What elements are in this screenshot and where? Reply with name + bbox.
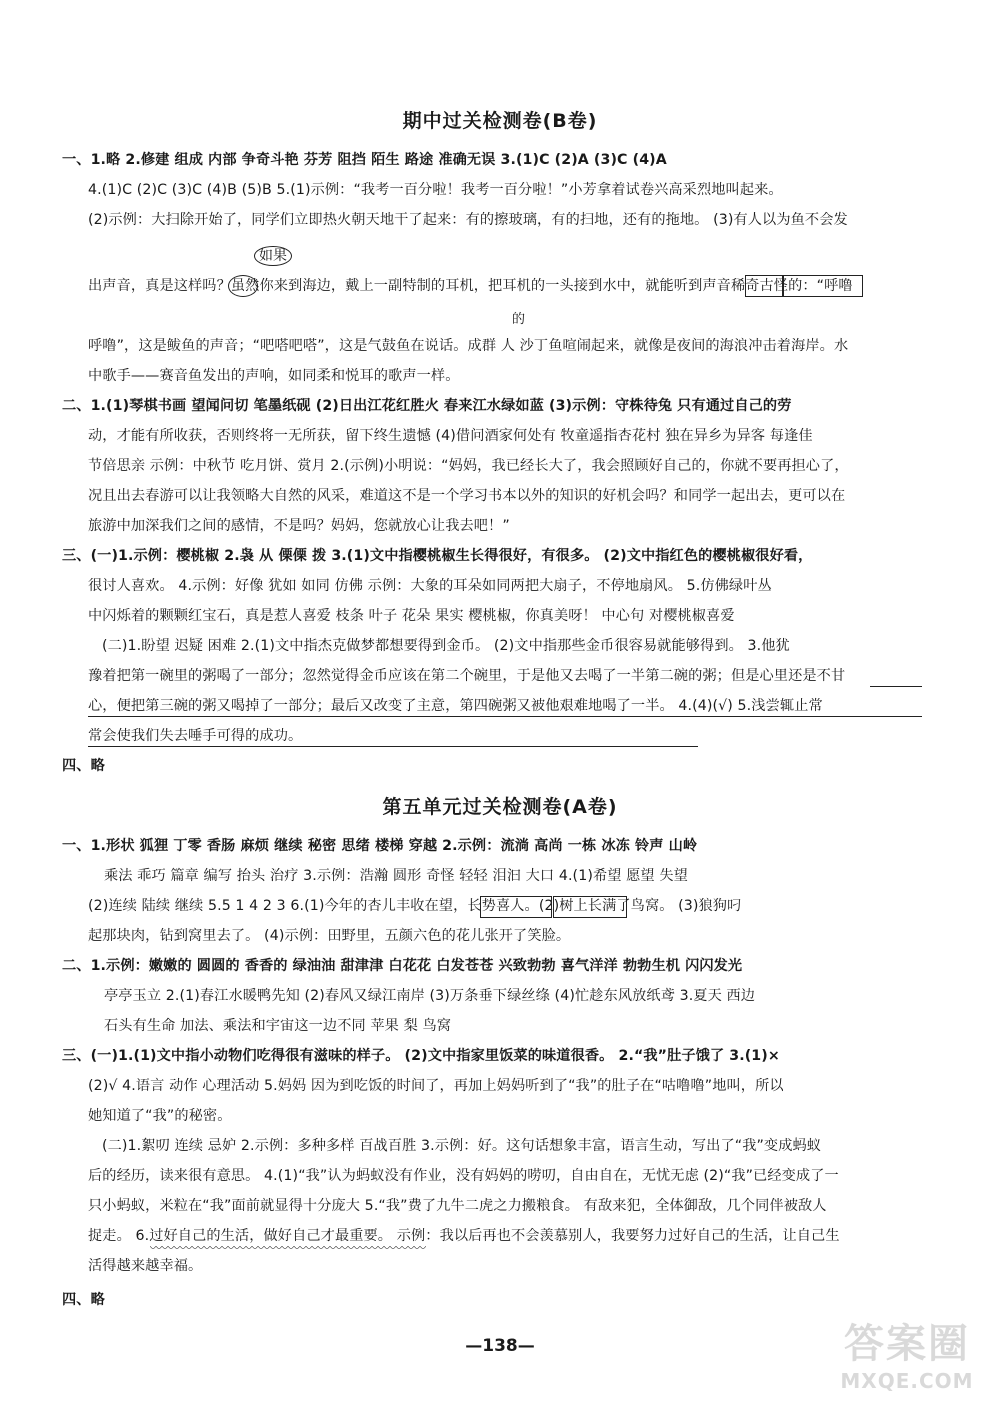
s1-line-8: 动，才能有所收获，否则终将一无所获，留下终生遗憾 (4)借问酒家何处有 牧童遥指杏花村 独在异乡为异客 每逢佳	[88, 428, 813, 444]
s1-line-10: 况且出去春游可以让我领略大自然的风采，难道这不是一个学习书本以外的知识的好机会吗？和同学一起出去，更可以在	[88, 488, 846, 504]
annotation-box-zhangshi	[553, 896, 627, 918]
underline-s1-a	[870, 686, 922, 687]
watermark-logo	[832, 1312, 982, 1398]
s2-line-16: 四、略	[62, 1292, 105, 1308]
annotation-de: 的	[512, 312, 526, 327]
wavy-underline-s2	[150, 1246, 426, 1251]
s2-line-11: (二)1.絮叨 连续 忌妒 2.示例：多种多样 百战百胜 3.示例：好。这句话想象丰富，语言生动，写出了“我”变成蚂蚁	[102, 1138, 822, 1154]
s2-line-3: (2)连续 陆续 继续 5.5 1 4 2 3 6.(1)今年的杏儿丰收在望，长势喜人。(2)树上长满了鸟窝。 (3)狼狗叼	[88, 898, 742, 914]
s2-line-2: 乘法 乖巧 篇章 编写 抬头 治疗 3.示例：浩瀚 圆形 奇怪 轻轻 泪汩 大口 4.(1)希望 愿望 失望	[104, 868, 688, 884]
s1-line-16: 豫着把第一碗里的粥喝了一部分；忽然觉得金币应该在第二个碗里，于是他又去喝了一半第二碗的粥；但是心里还是不甘	[88, 668, 846, 684]
s1-line-2: 4.(1)C (2)C (3)C (4)B (5)B 5.(1)示例：“我考一百分啦！我考一百分啦！”小芳拿着试卷兴高采烈地叫起来。	[88, 182, 783, 198]
s1-line-6: 中歌手——赛音鱼发出的声响，如同柔和悦耳的歌声一样。	[88, 368, 460, 384]
underline-s1-b	[88, 716, 922, 717]
annotation-box-shengyin	[745, 275, 783, 297]
title-midterm-b: 期中过关检测卷(B卷)	[402, 110, 598, 132]
annotation-box-fengshou	[480, 896, 552, 918]
s1-line-1: 一、1.略 2.修建 组成 内部 争奇斗艳 芬芳 阻挡 陌生 路途 准确无误 3.(1)C (2)A (3)C (4)A	[62, 152, 667, 168]
annotation-circle-suiran	[228, 275, 258, 297]
annotation-box-xiqiguguai	[783, 275, 863, 297]
underline-s1-c	[88, 746, 698, 747]
s1-line-14: 中闪烁着的颗颗红宝石，真是惹人喜爱 枝条 叶子 花朵 果实 樱桃椒，你真美呀！ 中心句 对樱桃椒喜爱	[88, 608, 735, 624]
s2-line-15: 活得越来越幸福。	[88, 1258, 203, 1274]
s1-line-17: 心，便把第三碗的粥又喝掉了一部分；最后又改变了主意，第四碗粥又被他艰难地喝了一半。 4.(4)(√) 5.浅尝辄止常	[88, 698, 823, 714]
s1-line-3: (2)示例：大扫除开始了，同学们立即热火朝天地干了起来：有的擦玻璃，有的扫地，还有的拖地。 (3)有人以为鱼不会发	[88, 212, 848, 228]
s1-line-12: 三、(一)1.示例：樱桃椒 2.袅 从 傈傈 拨 3.(1)文中指樱桃椒生长得很好，有很多。 (2)文中指红色的樱桃椒很好看，	[62, 548, 813, 564]
watermark-bottom: MXQE.COM	[840, 1369, 974, 1393]
watermark-top: 答案圈	[844, 1320, 970, 1367]
s1-line-11: 旅游中加深我们之间的感情，不是吗？妈妈，您就放心让我去吧！”	[88, 518, 510, 534]
s2-line-14: 捉走。 6.过好自己的生活，做好自己才最重要。 示例：我以后再也不会羡慕别人，我要努力过好自己的生活，让自己生	[88, 1228, 840, 1244]
s1-line-4: 出声音，真是这样吗？虽然你来到海边，戴上一副特制的耳机，把耳机的一头接到水中，就能听到声音稀奇古怪的：“呼噜	[88, 278, 853, 294]
title-unit5-a: 第五单元过关检测卷(A卷)	[382, 796, 618, 818]
s2-line-8: 三、(一)1.(1)文中指小动物们吃得很有滋味的样子。 (2)文中指家里饭菜的味道很香。 2.“我”肚子饿了 3.(1)×	[62, 1048, 780, 1064]
s2-line-12: 后的经历，读来很有意思。 4.(1)“我”认为蚂蚁没有作业，没有妈妈的唠叨，自由自在，无忧无虑 (2)“我”已经变成了一	[88, 1168, 839, 1184]
s2-line-6: 亭亭玉立 2.(1)春江水暖鸭先知 (2)春风又绿江南岸 (3)万条垂下绿丝绦 (4)忙趁东风放纸鸢 3.夏天 西边	[104, 988, 756, 1004]
s2-line-7: 石头有生命 加法、乘法和宇宙这一边不同 苹果 梨 鸟窝	[104, 1018, 452, 1034]
s2-line-10: 她知道了“我”的秘密。	[88, 1108, 232, 1124]
s1-line-15: (二)1.盼望 迟疑 困难 2.(1)文中指杰克做梦都想要得到金币。 (2)文中指那些金币很容易就能够得到。 3.他犹	[102, 638, 790, 654]
page-number: —138—	[465, 1336, 535, 1356]
s2-line-9: (2)√ 4.语言 动作 心理活动 5.妈妈 因为到吃饭的时间了，再加上妈妈听到了“我”的肚子在“咕噜噜”地叫，所以	[88, 1078, 784, 1094]
s1-line-13: 很讨人喜欢。 4.示例：好像 犹如 如同 仿佛 示例：大象的耳朵如同两把大扇子，不停地扇风。 5.仿佛绿叶丛	[88, 578, 772, 594]
s1-line-5: 呼噜”，这是鲅鱼的声音；“吧嗒吧嗒”，这是气鼓鱼在说话。成群 人 沙丁鱼喧闹起来，就像是夜间的海浪冲击着海岸。水	[88, 338, 849, 354]
annotation-circle-rugou: 如果	[254, 246, 292, 266]
s1-line-19: 四、略	[62, 758, 105, 774]
s2-line-13: 只小蚂蚁，米粒在“我”面前就显得十分庞大 5.“我”费了九牛二虎之力搬粮食。 有敌来犯，全体御敌，几个同伴被敌人	[88, 1198, 827, 1214]
s2-line-5: 二、1.示例：嫩嫩的 圆圆的 香香的 绿油油 甜津津 白花花 白发苍苍 兴致勃勃 喜气洋洋 勃勃生机 闪闪发光	[62, 958, 743, 974]
s2-line-1: 一、1.形状 狐狸 丁零 香肠 麻烦 继续 秘密 思绪 楼梯 穿越 2.示例：流淌 高尚 一栋 冰冻 铃声 山岭	[62, 838, 698, 854]
s2-line-4: 起那块肉，钻到窝里去了。 (4)示例：田野里，五颜六色的花儿张开了笑脸。	[88, 928, 571, 944]
s1-line-9: 节倍思亲 示例：中秋节 吃月饼、赏月 2.(示例)小明说：“妈妈，我已经长大了，我会照顾好自己的，你就不要再担心了，	[88, 458, 849, 474]
s1-line-7: 二、1.(1)琴棋书画 望闻问切 笔墨纸砚 (2)日出江花红胜火 春来江水绿如蓝 (3)示例：守株待兔 只有通过自己的劳	[62, 398, 792, 414]
s1-line-18: 常会使我们失去唾手可得的成功。	[88, 728, 303, 744]
